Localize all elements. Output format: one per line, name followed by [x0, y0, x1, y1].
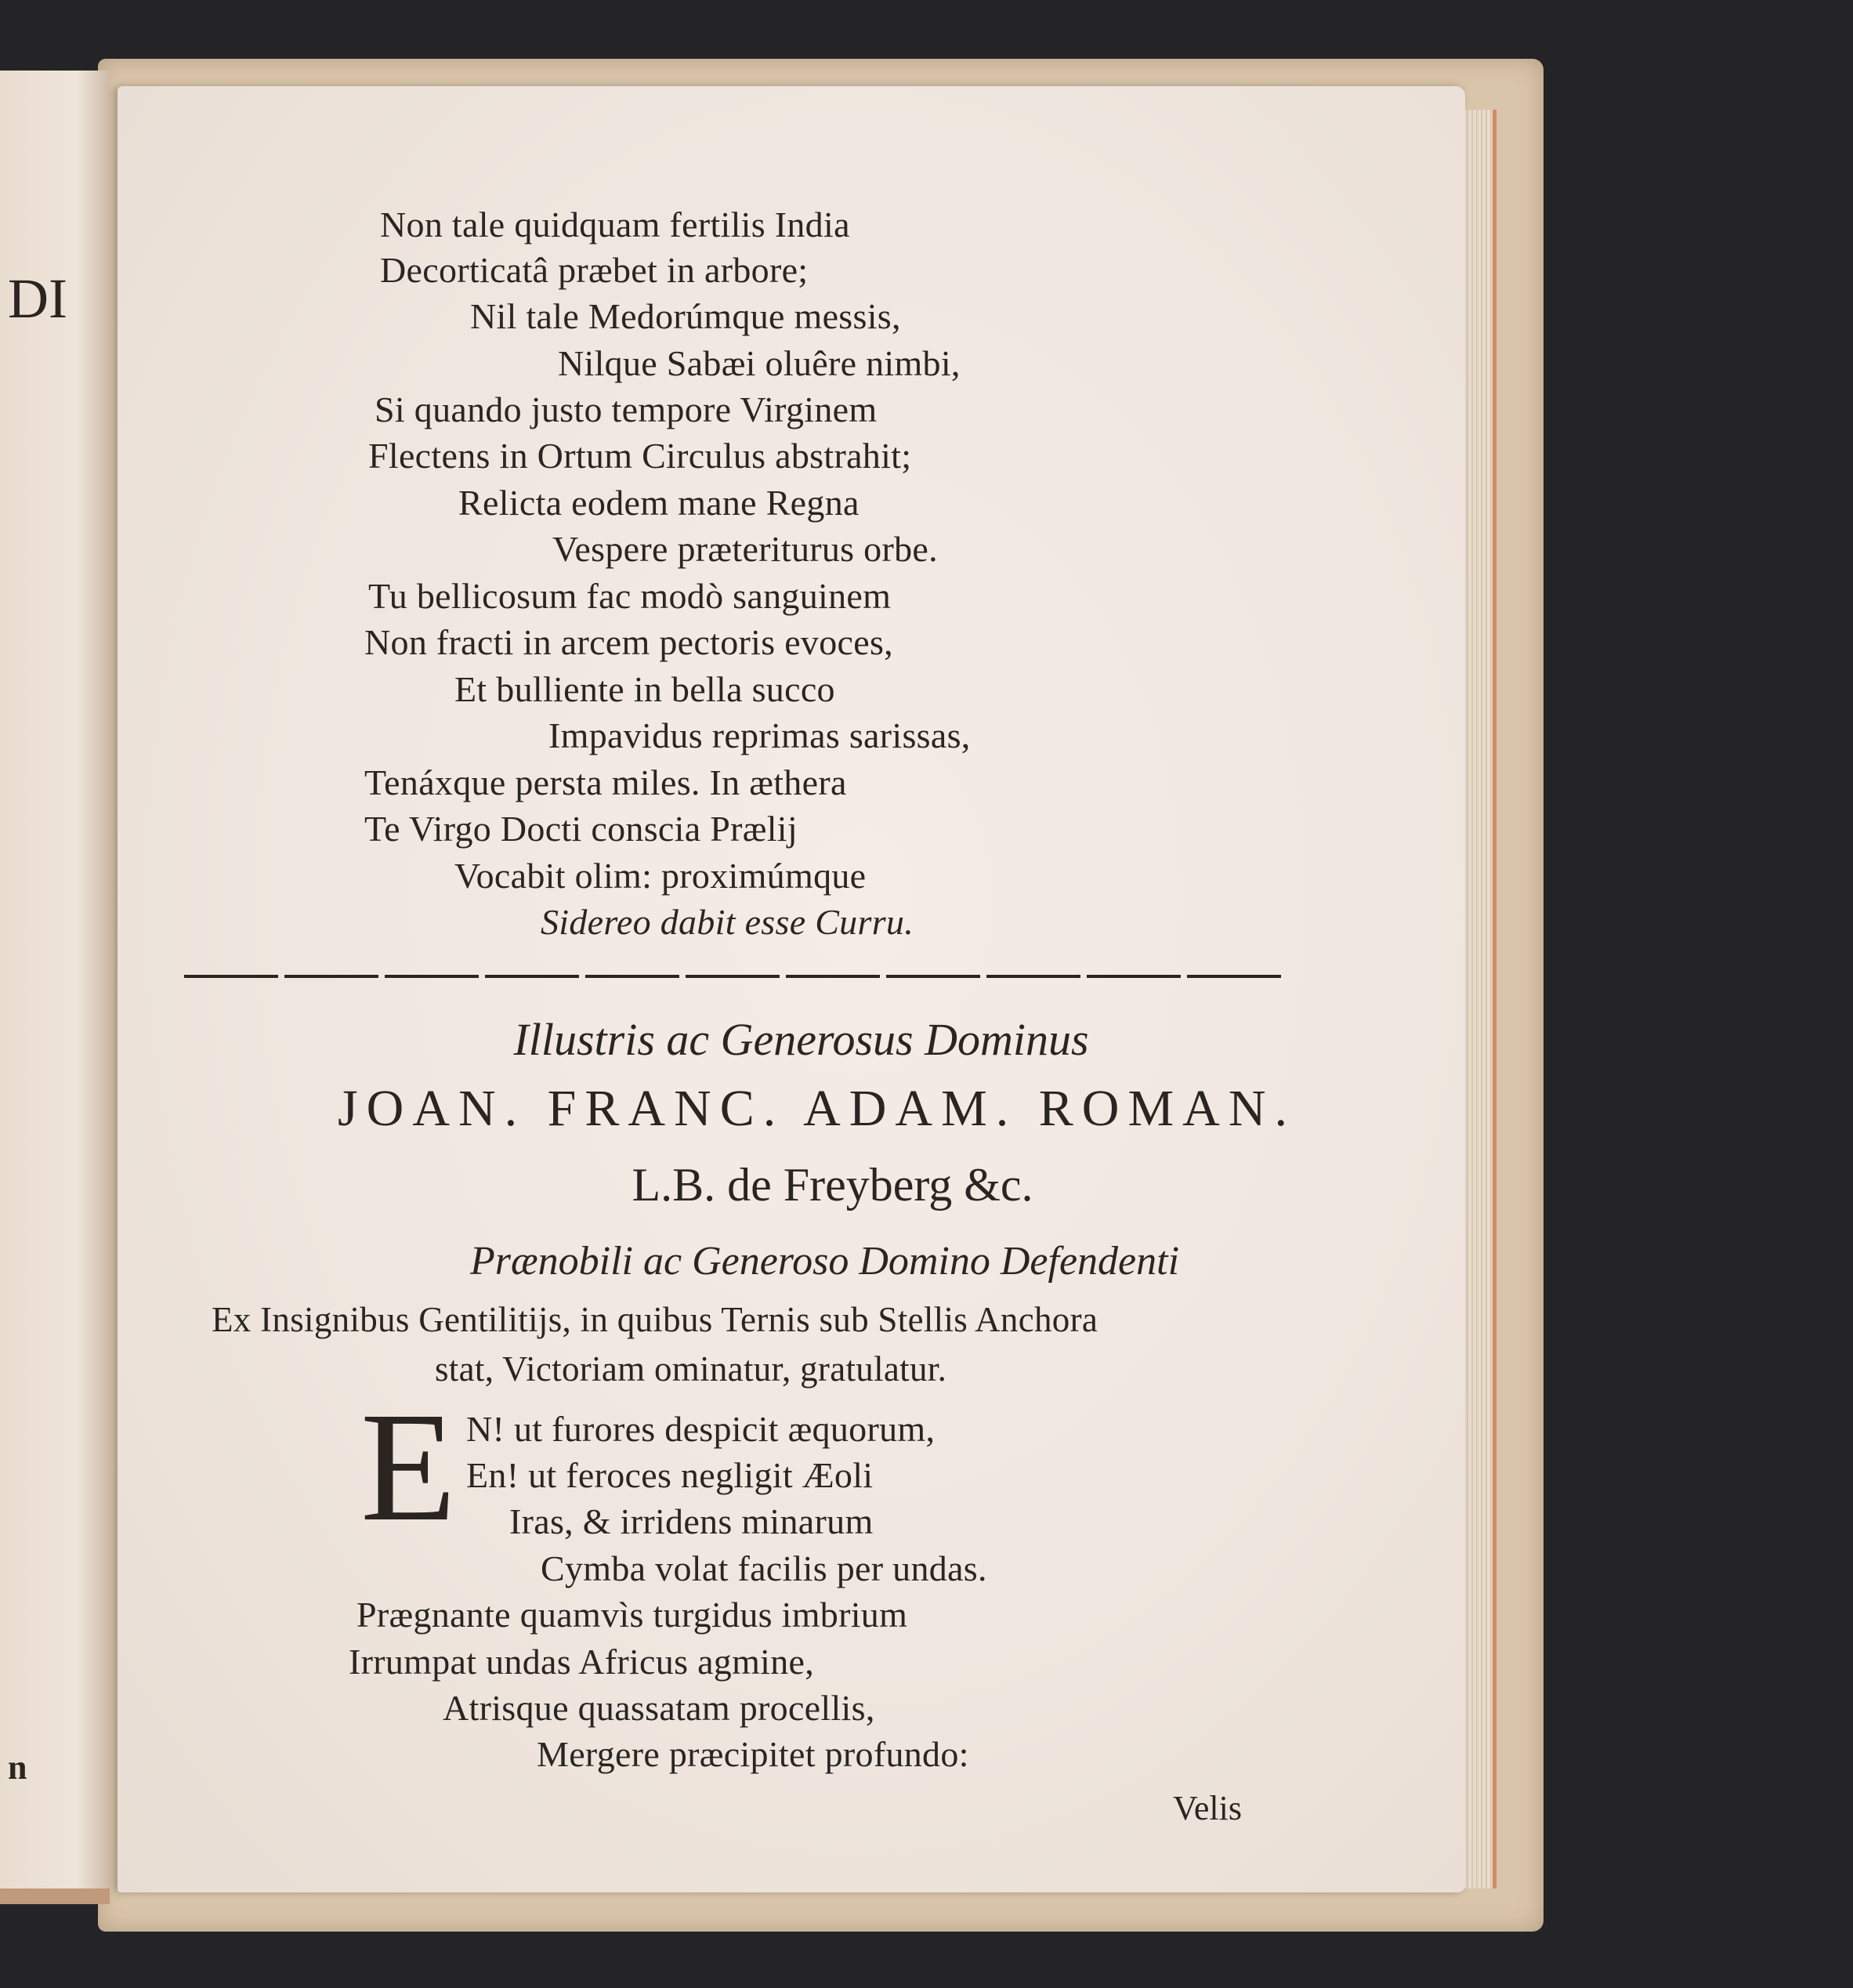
poem1-line: Et bulliente in bella succo [454, 669, 835, 709]
poem2-line: Irrumpat undas Africus agmine, [349, 1642, 815, 1682]
poem2-line: Atrisque quassatam procellis, [443, 1688, 875, 1728]
poem2-line: Iras, & irridens minarum [509, 1501, 874, 1541]
poem1-line: Impavidus reprimas sarissas, [548, 715, 971, 755]
poem1-line: Tu bellicosum fac modò sanguinem [368, 576, 892, 616]
poem2-line: Prægnante quamvìs turgidus imbrium [356, 1595, 908, 1635]
poem1-line: Decorticatâ præbet in arbore; [380, 250, 809, 290]
poem1-line: Vocabit olim: proximúmque [454, 856, 867, 896]
heading-description-cont: stat, Victoriam ominatur, gratulatur. [435, 1349, 947, 1389]
poem1-line: Non fracti in arcem pectoris evoces, [364, 622, 893, 662]
heading-dedication-italic: Illustris ac Generosus Dominus [513, 1014, 1089, 1065]
poem1-line: Tenáxque persta miles. In æthera [364, 762, 847, 802]
poem1-line: Non tale quidquam fertilis India [380, 205, 850, 244]
left-page-fragment-bottom: n [8, 1748, 27, 1787]
poem1-line: Vespere præteriturus orbe. [552, 529, 938, 569]
poem1-line: Nilque Sabæi oluêre nimbi, [558, 343, 961, 383]
poem1-line: Te Virgo Docti conscia Prælij [364, 809, 798, 849]
poem1-line: Nil tale Medorúmque messis, [470, 296, 901, 336]
poem2-line: N! ut furores despicit æquorum, [466, 1409, 936, 1449]
poem1-line: Flectens in Ortum Circulus abstrahit; [368, 436, 912, 476]
left-page-fragment-top: DI [8, 267, 67, 330]
poem1-line: Relicta eodem mane Regna [458, 483, 860, 523]
left-page [0, 71, 110, 1904]
divider-rule [184, 975, 1285, 978]
heading-name-caps: JOAN. FRANC. ADAM. ROMAN. [338, 1080, 1296, 1137]
poem2-line: Mergere præcipitet profundo: [537, 1734, 969, 1774]
poem2-line: En! ut feroces negligit Æoli [466, 1455, 874, 1495]
poem1-line: Sidereo dabit esse Curru. [541, 902, 914, 942]
drop-cap: E [360, 1381, 457, 1554]
catchword: Velis [1173, 1789, 1242, 1827]
heading-title: L.B. de Freyberg &c. [632, 1159, 1033, 1211]
poem2-line: Cymba volat facilis per undas. [541, 1548, 987, 1588]
poem1-line: Si quando justo tempore Virginem [375, 389, 878, 429]
heading-recipient: Prænobili ac Generoso Domino Defendenti [469, 1239, 1180, 1284]
heading-description: Ex Insignibus Gentilitijs, in quibus Ternis sub Stellis Anchora [212, 1300, 1098, 1339]
